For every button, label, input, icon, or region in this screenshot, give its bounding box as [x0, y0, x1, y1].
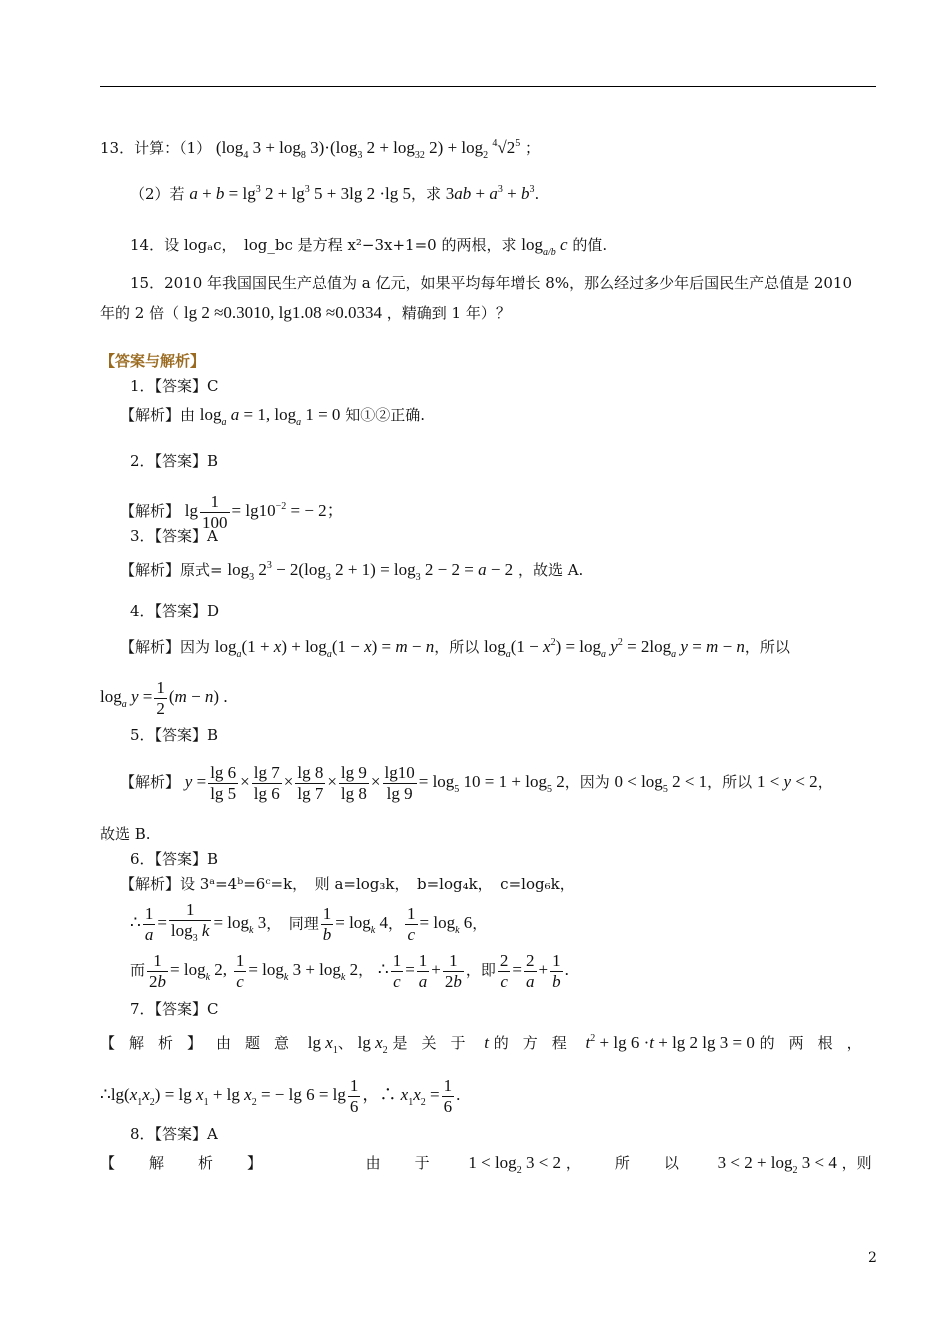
e7-label: 【解析】由题意 [100, 1034, 304, 1052]
p14-expression: $\log_{a/b} c$ [521, 235, 568, 258]
e5-mid2: ，所以 [707, 773, 753, 791]
answer-3: 3．【答案】A [130, 527, 218, 545]
e4-label: 【解析】因为 [120, 638, 211, 656]
e1-label: 【解析】由 [120, 406, 196, 424]
answer-2: 2．【答案】B [130, 452, 219, 470]
e5-expression-2: $0 < \log_5 2 < 1$ [614, 772, 708, 795]
e7-tail: 的两根， [759, 1034, 876, 1052]
answer-8: 8．【答案】A [130, 1125, 218, 1143]
e3-expression: $\log_3 2^3 - 2(\log_3$ $2 + 1) = \log_3 2 - 2 = a - 2$ [227, 560, 514, 583]
problem-14 [130, 234, 910, 264]
header-rule [100, 86, 876, 87]
answer-1: 1．【答案】C [130, 377, 219, 395]
p15-expression: lg 2 ≈0.3010, lg1.08 ≈0.0334 [183, 303, 382, 322]
e4-mid: ，所以 [434, 638, 480, 656]
e8-tail: ，则 [841, 1154, 872, 1172]
e6-line2-expression: ∴ $\frac{1}{a}$ = $\frac{1}{\log_3 k}$ = $\log_k 3$ [130, 900, 267, 944]
explanation-8 [100, 1152, 880, 1182]
problem-15-line1 [130, 272, 910, 294]
e5-expression-3: 1 < y < 2 [756, 772, 818, 791]
explanation-6-line3: 而 $\frac{1}{2b}$ = $\log_k 2$, $\frac{1}{c}$ = $\log_k 3 + \log_k 2$， ∴ $\frac{1}{c}$ = $\frac{1}{a}$ + $\frac{1}{2b}$ ，即 $\frac{2}{c}$ = $\frac{2}{a}$ + $\frac{1}{b}$ . [130, 950, 569, 991]
e4-result: $\log_a y$ = $\frac{1}{2}$ (m − n) . [100, 677, 228, 718]
e3-label: 【解析】原式= [120, 561, 223, 579]
p13-2-target: $3ab + a^3 + b^3$ [445, 184, 535, 203]
explanation-7-line1 [100, 1028, 880, 1062]
e3-tail: ，故选 A. [517, 561, 584, 579]
p13-2-end: . [534, 185, 540, 203]
answers-header: 【答案与解析】 [100, 352, 206, 370]
explanation-1 [120, 404, 900, 434]
problem-13-line1 [100, 133, 880, 167]
p15-line1: 15．2010 年我国国民生产总值为 a 亿元，如果平均每年增长 8%，那么经过多少年后国民生产总值是 2010 [130, 274, 853, 292]
e8-mid2: ，所以 [565, 1154, 713, 1172]
e7-result: $\therefore\lg(x_1x_2) = \lg x_1 + \lg x_2$ = − lg 6 = lg $\frac{1}{6}$ ，∴ $x_1x_2$ = $\frac{1}{6}$ . [100, 1075, 461, 1116]
e1-tail: 知①②正确. [345, 406, 425, 424]
explanation-5-line1 [120, 758, 900, 814]
p14-end: 的值. [572, 236, 608, 254]
e4-expression-1: $\log_a(1 + x) + \log_a(1 - x) = m - n$ [214, 637, 435, 660]
e8-label: 【解析】 [100, 1154, 297, 1172]
explanation-4-line1 [120, 632, 900, 666]
e7-mid: 是关于 [392, 1034, 480, 1052]
p14-text: 14．设 logₐc， log_bc 是方程 x²−3x+1=0 的两根，求 [130, 236, 517, 254]
p13-2-expression: $a + b = \lg^3 2 + \lg^3 5 + 3\lg$ 2 ·lg 5 [189, 184, 411, 203]
explanation-5-line2: 故选 B. [100, 825, 151, 843]
e8-expression-2: $3 < 2 + \log_2 3 < 4$ [717, 1153, 837, 1176]
e5-expression: y = $\frac{\lg 6}{\lg 5}$ × $\frac{\lg 7}{\lg 6}$ × $\frac{\lg 8}{\lg 7}$ × $\frac{\lg 9}{\lg 8}$ × $\frac{\lg 10}{\lg 9}$ = $\log_5 10 = 1 + \log_5 2$ [184, 762, 565, 803]
e2-label: 【解析】 [120, 502, 181, 520]
p13-2-label: （2）若 [130, 185, 185, 203]
answer-5: 5．【答案】B [130, 726, 219, 744]
explanation-4-line2 [100, 675, 880, 727]
answer-7: 7．【答案】C [130, 1000, 219, 1018]
e1-expression: $\log_a a = 1$, $\log_a 1 = 0$ [199, 405, 341, 428]
e7-t: t [484, 1033, 489, 1052]
e2-expression: lg $\frac{1}{100}$ = $\lg 10^{-2}$ = − 2； [184, 491, 344, 532]
e5-mid: ，因为 [564, 773, 610, 791]
e8-expression-1: $1 < \log_2 3 < 2$ [468, 1153, 562, 1176]
explanation-6-line1: 【解析】设 3ᵃ=4ᵇ=6ᶜ=k， 则 a=log₃k， b=log₄k， c=log₆k， [120, 875, 575, 893]
e8-mid: 由于 [365, 1154, 464, 1172]
e4-tail: ，所以 [744, 638, 790, 656]
answer-4: 4．【答案】D [130, 602, 220, 620]
e7-expression-1: $\lg x_1$ [307, 1033, 338, 1056]
explanation-3 [120, 555, 900, 589]
answer-6: 6．【答案】B [130, 850, 219, 868]
explanation-6-line2: ∴ $\frac{1}{a}$ = $\frac{1}{\log_3 k}$ = $\log_k 3$， 同理 $\frac{1}{b}$ = $\log_k 4$， $\frac{1}{c}$ = $\log_k 6$， [130, 900, 488, 944]
p13-expression: ($\log_4$ $3 + \log_8 3)\cdot(\log_3$ $2 + \log_{32} 2) + \log_2 ^4√2^5$ [215, 138, 521, 161]
p15-line2-b: ，精确到 1 年）？ [386, 304, 511, 322]
page-number: 2 [868, 1250, 877, 1266]
problem-15-line2 [100, 302, 880, 324]
e7-mid2: 的方程 [493, 1034, 581, 1052]
p13-label: 13．计算：（1） [100, 139, 212, 157]
explanation-7-line2 [100, 1073, 880, 1125]
p13-2-ask: ，求 [411, 185, 442, 203]
e7-sep: 、 [337, 1034, 353, 1052]
e7-expression-2: $\lg x_2$ [357, 1033, 388, 1056]
e7-expression-3: $t^2 + \lg 6 \cdot t + \lg 2$ lg 3 = 0 [585, 1033, 755, 1052]
e5-label: 【解析】 [120, 773, 181, 791]
e5-tail: ， [817, 773, 833, 791]
p15-line2-a: 年的 2 倍（ [100, 304, 180, 322]
e4-expression-2: $\log_a(1 - x^2) = \log_a y^2 = 2\log_a$ y = m − n [484, 637, 745, 660]
p13-end: ； [525, 139, 541, 157]
problem-13-line2 [130, 179, 910, 205]
